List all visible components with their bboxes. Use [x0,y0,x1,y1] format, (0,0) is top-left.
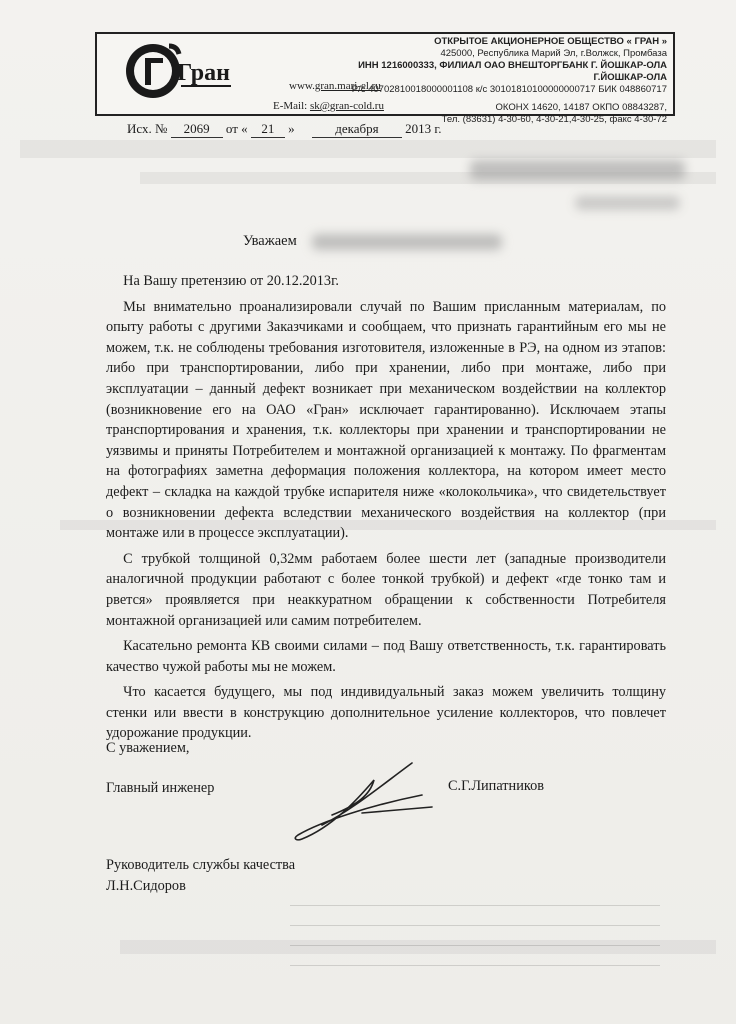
paragraph-claim-reference: На Вашу претензию от 20.12.2013г. [123,273,339,289]
paragraph-tube-thickness: С трубкой толщиной 0,32мм работаем более шести лет (западные производители аналогичной продукции работают с более тонкой трубкой) и дефект «где тонко там и рвется» проявляется при неаккуратном обращении к собственности Потребителя монтажной организацией или самим потребителем. [106,550,666,629]
redacted-addressee-line2 [575,196,680,210]
ref-year: 2013 г. [405,121,442,136]
quality-head-name: Л.Н.Сидоров [106,878,186,894]
letterhead [95,32,675,125]
paragraph-analysis: Мы внимательно проанализировали случай по Вашим присланным материалам, по опыту работы с другими Заказчиками и сообщаем, что признать гарантийным его мы не можем, т.к. не соблюдены требования изготовителя, изложенные в РЭ, на одном из этапов: либо при транспортировании, либо при хранении, либо при монтаже, либо при эксплуатации – данный дефект возникает при механическом воздействии на коллектор (возникновение его на ОАО «Гран» исключает гарантированно). Исключаем этапы транспортирования и хранения, т.к. коллекторы при хранении и транспортировании не уязвимы и приняты Потребителем и монтажной организацией к монтажу. По фрагментам на фотографиях заметна деформация положения коллектора, на котором имеет место дефект – складка на каждой трубке испарителя ниже «колокольчика», что свидетельствует о возникновении дефекта вследствии механического воздействия на коллектор (при монтаже или в процессе эксплуатации). [106,298,666,542]
ref-number: 2069 [171,121,223,138]
redacted-name [312,234,502,250]
paragraph-repair: Касательно ремонта КВ своими силами – под Вашу ответственность, т.к. гарантировать качество чужой работы мы не можем. [106,638,666,675]
greeting [243,233,297,250]
okonh-okpo: ОКОНХ 14620, 14187 ОКПО 08843287, [495,102,667,113]
bleed-line [290,965,660,966]
bleed-line [290,925,660,926]
ref-label: Исх. № [127,121,168,136]
outgoing-reference [127,121,442,138]
paragraph-future: Что касается будущего, мы под индивидуальный заказ можем увеличить толщину стенки или ввести в конструкцию дополнительное усиление коллекторов, что повлечет удорожание продукции. [106,684,666,742]
ref-from-label: от « [225,121,248,136]
chief-engineer-title: Главный инженер [106,780,215,796]
redacted-addressee [470,160,685,180]
email[interactable] [273,100,384,112]
website[interactable] [289,80,381,92]
company-name: ОТКРЫТОЕ АКЦИОНЕРНОЕ ОБЩЕСТВО « ГРАН » [434,36,667,47]
ref-month: декабря [312,121,402,138]
bleed-through-shadow [120,940,716,954]
ref-day: 21 [251,121,285,138]
website-label: www. [289,80,315,92]
company-address: 425000, Республика Марий Эл, г.Волжск, Промбаза [440,48,667,59]
bank-details: ИНН 1216000333, ФИЛИАЛ ОАО ВНЕШТОРГБАНК Г. ЙОШКАР-ОЛА Г.ЙОШКАР-ОЛА [358,60,667,83]
ref-quote: » [288,121,295,136]
bleed-line [290,945,660,946]
quality-head-title: Руководитель службы качества [106,857,296,873]
regards: С уважением, [106,740,190,756]
email-label: E-Mail: [273,100,308,112]
company-details [337,36,667,126]
email-link[interactable]: sk@gran-cold.ru [309,100,384,112]
greeting-text: Уважаем [243,233,297,249]
company-logo [125,38,237,104]
letter-body [106,271,666,744]
logo-text: Гран [177,60,230,86]
handwritten-signature [262,755,462,845]
phone-fax: Тел. (83631) 4-30-60, 4-30-21,4-30-25, факс 4-30-72 [441,114,667,125]
chief-engineer-name: С.Г.Липатников [448,778,544,794]
account-details: Р/с 40702810018000001108 к/с 30101810100000000717 БИК 048860717 [351,84,667,95]
website-link[interactable]: gran.mari-el.ru [314,80,381,92]
bleed-line [290,905,660,906]
bleed-through-shadow [20,140,716,158]
